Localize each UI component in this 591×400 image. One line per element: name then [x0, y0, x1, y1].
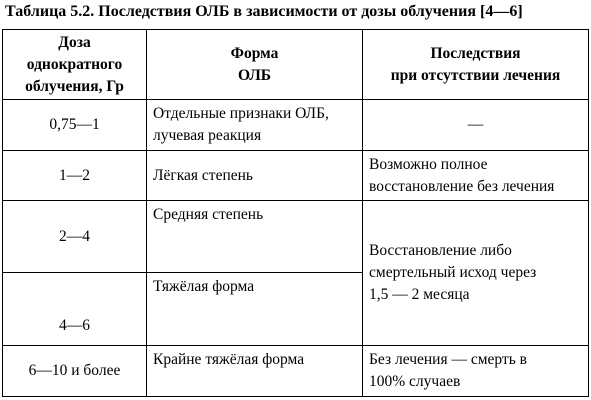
dose-cell: 6—10 и более: [3, 346, 147, 397]
dose-cell: 1—2: [3, 151, 147, 201]
consequences-cell: [363, 346, 589, 397]
table-caption: Таблица 5.2. Последствия ОЛБ в зависимости от дозы облучения [4—6]: [5, 3, 523, 20]
consequences-line: смертельный исход через: [369, 264, 537, 281]
consequences-line: 100% случаев: [369, 373, 461, 390]
dose-consequences-table: [2, 29, 589, 397]
consequences-cell: [363, 151, 589, 201]
form-line: Лёгкая степень: [153, 166, 254, 184]
consequences-line: Без лечения — смерть в: [369, 351, 527, 368]
header-form-line: Форма: [230, 44, 279, 62]
dose-cell: 2—4: [3, 201, 147, 273]
dose-cell: 4—6: [3, 273, 147, 346]
header-dose-line: облучения, Гр: [25, 77, 124, 95]
form-line: Отдельные признаки ОЛБ,: [153, 105, 329, 122]
form-cell: [147, 273, 363, 346]
form-line: Тяжёлая форма: [153, 278, 255, 295]
header-dose-line: Доза: [58, 33, 91, 51]
form-line: лучевая реакция: [153, 127, 262, 144]
form-line: Средняя степень: [153, 206, 264, 223]
consequences-line: Восстановление либо: [369, 242, 512, 259]
consequences-line: 1,5 — 2 месяца: [369, 286, 470, 303]
header-consequences-line: Последствия: [430, 44, 521, 62]
table-row: [3, 201, 589, 273]
dose-cell: 0,75—1: [3, 100, 147, 151]
header-dose: [3, 30, 147, 100]
header-row: [3, 30, 589, 100]
table-row: [3, 151, 589, 201]
form-cell: [147, 151, 363, 201]
table-row: [3, 100, 589, 151]
merged-consequences-cell: [363, 201, 589, 346]
consequences-cell: —: [363, 100, 589, 151]
header-dose-line: однократного: [26, 55, 123, 73]
consequences-line: восстановление без лечения: [369, 177, 555, 195]
header-form: [147, 30, 363, 100]
header-consequences-line: при отсутствии лечения: [390, 66, 561, 84]
form-line: Крайне тяжёлая форма: [153, 351, 305, 368]
header-form-line: ОЛБ: [237, 66, 272, 84]
header-consequences: [363, 30, 589, 100]
form-cell: [147, 100, 363, 151]
table-row: [3, 346, 589, 397]
form-cell: [147, 346, 363, 397]
consequences-line: Возможно полное: [369, 155, 488, 173]
form-cell: [147, 201, 363, 273]
